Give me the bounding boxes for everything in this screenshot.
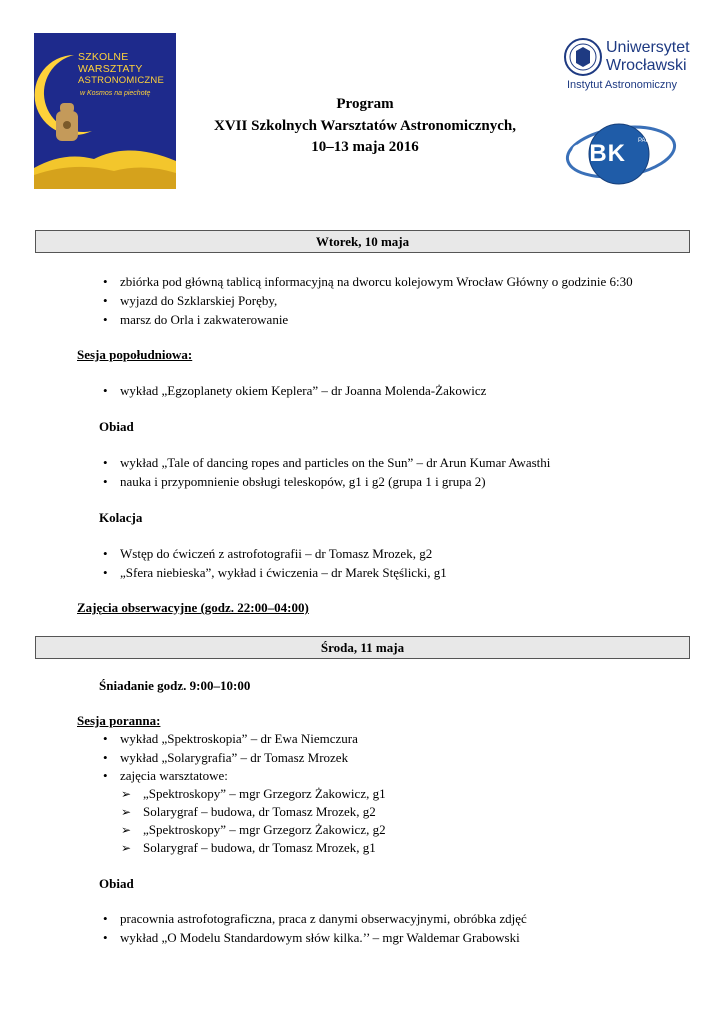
bullet-icon: • bbox=[103, 474, 108, 489]
bullet-icon: • bbox=[103, 911, 108, 926]
section-label-lunch-2: Obiad bbox=[99, 876, 134, 891]
day-heading-tuesday: Wtorek, 10 maja bbox=[35, 230, 690, 253]
list-item: nauka i przypomnienie obsługi teleskopów, g1 i g2 (grupa 1 i grupa 2) bbox=[120, 474, 486, 489]
list-item: pracownia astrofotograficzna, praca z danymi obserwacyjnymi, obróbka zdjęć bbox=[120, 911, 527, 926]
workshop-logo bbox=[34, 33, 176, 189]
day-heading-wednesday: Środa, 11 maja bbox=[35, 636, 690, 659]
bullet-icon: • bbox=[103, 312, 108, 327]
university-name-2: Wrocławski bbox=[606, 57, 687, 74]
bullet-icon: • bbox=[103, 383, 108, 398]
list-item: Solarygraf – budowa, dr Tomasz Mrozek, g1 bbox=[143, 840, 376, 855]
list-item: zbiórka pod główną tablicą informacyjną na dworcu kolejowym Wrocław Główny o godzinie 6:30 bbox=[120, 274, 633, 289]
cbk-pan: PAN bbox=[638, 138, 650, 144]
university-emblem-icon bbox=[563, 37, 603, 77]
bullet-icon: • bbox=[103, 293, 108, 308]
arrow-bullet-icon: ➢ bbox=[121, 841, 132, 855]
university-logo bbox=[561, 36, 701, 96]
list-item: wykład „Egzoplanety okiem Keplera” – dr Joanna Molenda-Żakowicz bbox=[120, 383, 487, 398]
title-dates: 10–13 maja 2016 bbox=[311, 139, 419, 155]
bullet-icon: • bbox=[103, 731, 108, 746]
list-item: Solarygraf – budowa, dr Tomasz Mrozek, g2 bbox=[143, 804, 376, 819]
bullet-icon: • bbox=[103, 546, 108, 561]
bullet-icon: • bbox=[103, 274, 108, 289]
logo-line-2: WARSZTATY bbox=[78, 63, 143, 75]
list-item: wykład „Solarygrafia” – dr Tomasz Mrozek bbox=[120, 750, 349, 765]
section-label-lunch: Obiad bbox=[99, 419, 134, 434]
cbk-logo bbox=[563, 118, 687, 190]
list-item: wykład „O Modelu Standardowym słów kilka.’’ – mgr Waldemar Grabowski bbox=[120, 930, 520, 945]
arrow-bullet-icon: ➢ bbox=[121, 787, 132, 801]
list-item: „Spektroskopy” – mgr Grzegorz Żakowicz, g2 bbox=[143, 822, 386, 837]
bullet-icon: • bbox=[103, 750, 108, 765]
list-item: „Spektroskopy” – mgr Grzegorz Żakowicz, g1 bbox=[143, 786, 386, 801]
section-label-observing: Zajęcia obserwacyjne (godz. 22:00–04:00) bbox=[77, 600, 309, 615]
section-label-afternoon: Sesja popołudniowa: bbox=[77, 347, 193, 362]
title-event: XVII Szkolnych Warsztatów Astronomicznych, bbox=[214, 118, 516, 134]
bullet-icon: • bbox=[103, 565, 108, 580]
list-item: Wstęp do ćwiczeń z astrofotografii – dr Tomasz Mrozek, g2 bbox=[120, 546, 433, 561]
bullet-icon: • bbox=[103, 930, 108, 945]
list-item: wykład „Spektroskopia” – dr Ewa Niemczura bbox=[120, 731, 358, 746]
bullet-icon: • bbox=[103, 455, 108, 470]
bullet-icon: • bbox=[103, 768, 108, 783]
university-name-1: Uniwersytet bbox=[606, 39, 690, 56]
title-program: Program bbox=[336, 96, 394, 112]
cbk-text: CBK bbox=[571, 140, 626, 167]
section-label-morning: Sesja poranna: bbox=[77, 713, 161, 728]
list-item: wykład „Tale of dancing ropes and particles on the Sun” – dr Arun Kumar Awasthi bbox=[120, 455, 551, 470]
list-item: „Sfera niebieska”, wykład i ćwiczenia – dr Marek Stęślicki, g1 bbox=[120, 565, 447, 580]
breakfast-label: Śniadanie godz. 9:00–10:00 bbox=[99, 678, 251, 693]
list-item: wyjazd do Szklarskiej Poręby, bbox=[120, 293, 278, 308]
logo-subtitle: w Kosmos na piechotę bbox=[80, 90, 151, 97]
section-label-dinner: Kolacja bbox=[99, 510, 143, 525]
arrow-bullet-icon: ➢ bbox=[121, 805, 132, 819]
list-item: zajęcia warsztatowe: bbox=[120, 768, 228, 783]
institute-name: Instytut Astronomiczny bbox=[567, 79, 678, 91]
logo-line-1: SZKOLNE bbox=[78, 51, 129, 63]
arrow-bullet-icon: ➢ bbox=[121, 823, 132, 837]
logo-line-3: ASTRONOMICZNE bbox=[78, 75, 164, 86]
list-item: marsz do Orla i zakwaterowanie bbox=[120, 312, 289, 327]
